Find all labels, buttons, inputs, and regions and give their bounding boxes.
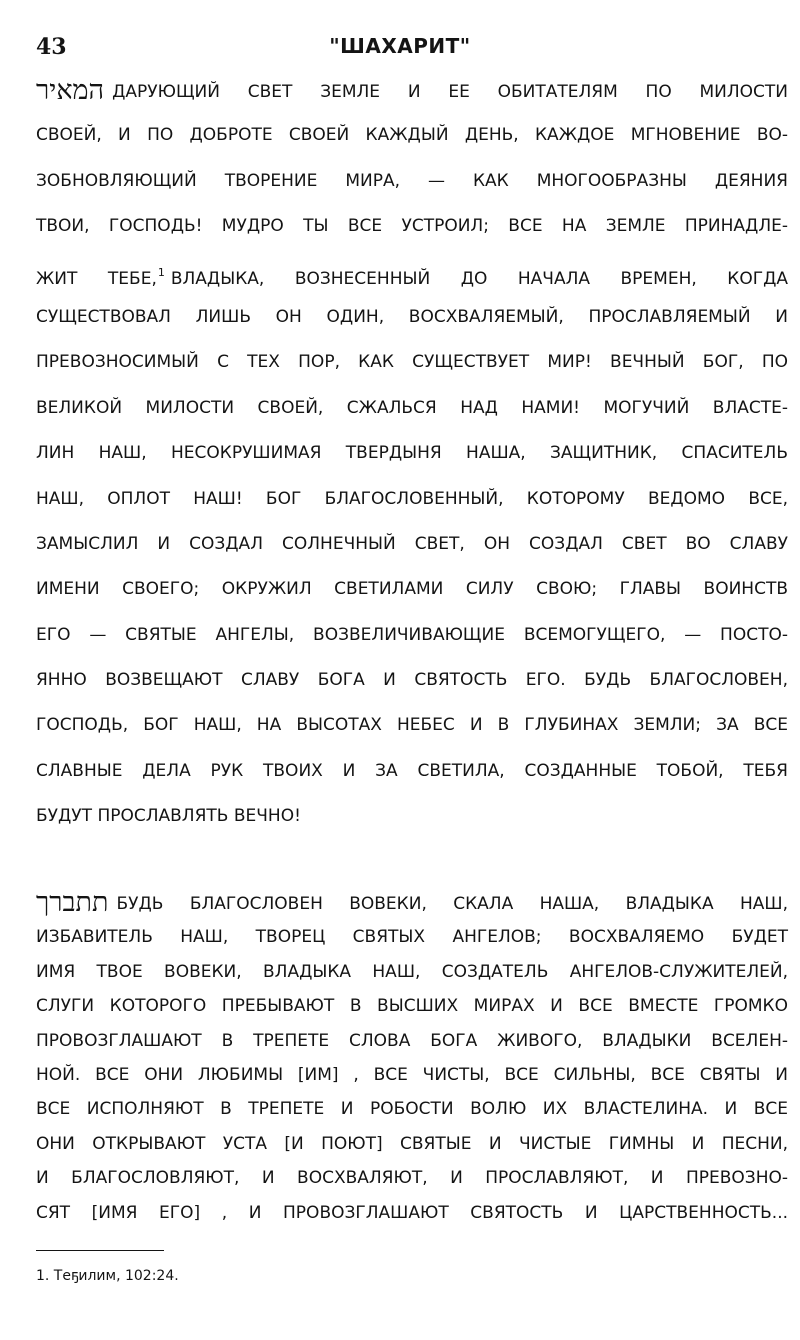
text-line: ПРЕВОЗНОСИМЫЙ С ТЕХ ПОР, КАК СУЩЕСТВУЕТ МИР! ВЕЧНЫЙ БОГ, ПО xyxy=(36,352,788,373)
text-line: ИМЯ ТВОЕ ВОВЕКИ, ВЛАДЫКА НАШ, СОЗДАТЕЛЬ АНГЕЛОВ-СЛУЖИТЕЛЕЙ, xyxy=(36,961,788,982)
paragraph-hameir xyxy=(36,68,788,840)
text-line: תתברך БУДЬ БЛАГОСЛОВЕН ВОВЕКИ, СКАЛА НАША, ВЛАДЫКА НАШ, xyxy=(36,887,788,918)
text-line: СВОЕЙ, И ПО ДОБРОТЕ СВОЕЙ КАЖДЫЙ ДЕНЬ, КАЖДОЕ МГНОВЕНИЕ ВО- xyxy=(36,125,788,146)
text-line: ГОСПОДЬ, БОГ НАШ, НА ВЫСОТАХ НЕБЕС И В ГЛУБИНАХ ЗЕМЛИ; ЗА ВСЕ xyxy=(36,715,788,736)
text-line: ЯННО ВОЗВЕЩАЮТ СЛАВУ БОГА И СВЯТОСТЬ ЕГО. БУДЬ БЛАГОСЛОВЕН, xyxy=(36,670,788,691)
paragraph-titbarach xyxy=(36,886,788,1230)
hebrew-lead-word: תתברך xyxy=(36,887,109,918)
text-line: המאיר ДАРУЮЩИЙ СВЕТ ЗЕМЛЕ И ЕЕ ОБИТАТЕЛЯМ ПО МИЛОСТИ xyxy=(36,75,788,106)
footnote-reference[interactable]: 1 xyxy=(157,265,165,279)
text-line: ПРОВОЗГЛАШАЮТ В ТРЕПЕТЕ СЛОВА БОГА ЖИВОГО, ВЛАДЫКИ ВСЕЛЕН- xyxy=(36,1030,788,1051)
text-line: СЛУГИ КОТОРОГО ПРЕБЫВАЮТ В ВЫСШИХ МИРАХ И ВСЕ ВМЕСТЕ ГРОМКО xyxy=(36,996,788,1017)
text-line: ВСЕ ИСПОЛНЯЮТ В ТРЕПЕТЕ И РОБОСТИ ВОЛЮ ИХ ВЛАСТЕЛИНА. И ВСЕ xyxy=(36,1099,788,1120)
page-number: 43 xyxy=(36,34,67,60)
footnote-divider xyxy=(36,1250,164,1251)
hebrew-lead-word: המאיר xyxy=(36,75,105,106)
text-line: ЖИТ ТЕБЕ,$^1$ ВЛАДЫКА, ВОЗНЕСЕННЫЙ ДО НАЧАЛА ВРЕМЕН, КОГДА xyxy=(36,265,788,289)
text-line: НОЙ. ВСЕ ОНИ ЛЮБИМЫ [ИМ] , ВСЕ ЧИСТЫ, ВСЕ СИЛЬНЫ, ВСЕ СВЯТЫ И xyxy=(36,1064,788,1085)
text-line: ОНИ ОТКРЫВАЮТ УСТА [И ПОЮТ] СВЯТЫЕ И ЧИСТЫЕ ГИМНЫ И ПЕСНИ, xyxy=(36,1133,788,1154)
text-line: БУДУТ ПРОСЛАВЛЯТЬ ВЕЧНО! xyxy=(36,806,301,827)
text-line: ВЕЛИКОЙ МИЛОСТИ СВОЕЙ, СЖАЛЬСЯ НАД НАМИ! МОГУЧИЙ ВЛАСТЕ- xyxy=(36,397,788,418)
text-line: И БЛАГОСЛОВЛЯЮТ, И ВОСХВАЛЯЮТ, И ПРОСЛАВЛЯЮТ, И ПРЕВОЗНО- xyxy=(36,1168,788,1189)
text-line: СУЩЕСТВОВАЛ ЛИШЬ ОН ОДИН, ВОСХВАЛЯЕМЫЙ, ПРОСЛАВЛЯЕМЫЙ И xyxy=(36,306,788,327)
text-line: ИЗБАВИТЕЛЬ НАШ, ТВОРЕЦ СВЯТЫХ АНГЕЛОВ; ВОСХВАЛЯЕМО БУДЕТ xyxy=(36,927,788,948)
text-line: ЛИН НАШ, НЕСОКРУШИМАЯ ТВЕРДЫНЯ НАША, ЗАЩИТНИК, СПАСИТЕЛЬ xyxy=(36,443,788,464)
page-header xyxy=(0,34,800,64)
text-line: НАШ, ОПЛОТ НАШ! БОГ БЛАГОСЛОВЕННЫЙ, КОТОРОМУ ВЕДОМО ВСЕ, xyxy=(36,488,788,509)
text-line: ЗАМЫСЛИЛ И СОЗДАЛ СОЛНЕЧНЫЙ СВЕТ, ОН СОЗДАЛ СВЕТ ВО СЛАВУ xyxy=(36,533,788,554)
text-line: ИМЕНИ СВОЕГО; ОКРУЖИЛ СВЕТИЛАМИ СИЛУ СВОЮ; ГЛАВЫ ВОИНСТВ xyxy=(36,579,788,600)
text-line: СЯТ [ИМЯ ЕГО] , И ПРОВОЗГЛАШАЮТ СВЯТОСТЬ И ЦАРСТВЕННОСТЬ... xyxy=(36,1202,788,1223)
running-head: "ШАХАРИТ" xyxy=(329,34,471,58)
text-line: СЛАВНЫЕ ДЕЛА РУК ТВОИХ И ЗА СВЕТИЛА, СОЗДАННЫЕ ТОБОЙ, ТЕБЯ xyxy=(36,760,788,781)
text-line: ТВОИ, ГОСПОДЬ! МУДРО ТЫ ВСЕ УСТРОИЛ; ВСЕ НА ЗЕМЛЕ ПРИНАДЛЕ- xyxy=(36,216,788,237)
text-line: ЕГО — СВЯТЫЕ АНГЕЛЫ, ВОЗВЕЛИЧИВАЮЩИЕ ВСЕМОГУЩЕГО, — ПОСТО- xyxy=(36,624,788,645)
footnote: 1. Теҕилим, 102:24. xyxy=(36,1268,179,1284)
text-line: ЗОБНОВЛЯЮЩИЙ ТВОРЕНИЕ МИРА, — КАК МНОГООБРАЗНЫ ДЕЯНИЯ xyxy=(36,170,788,191)
